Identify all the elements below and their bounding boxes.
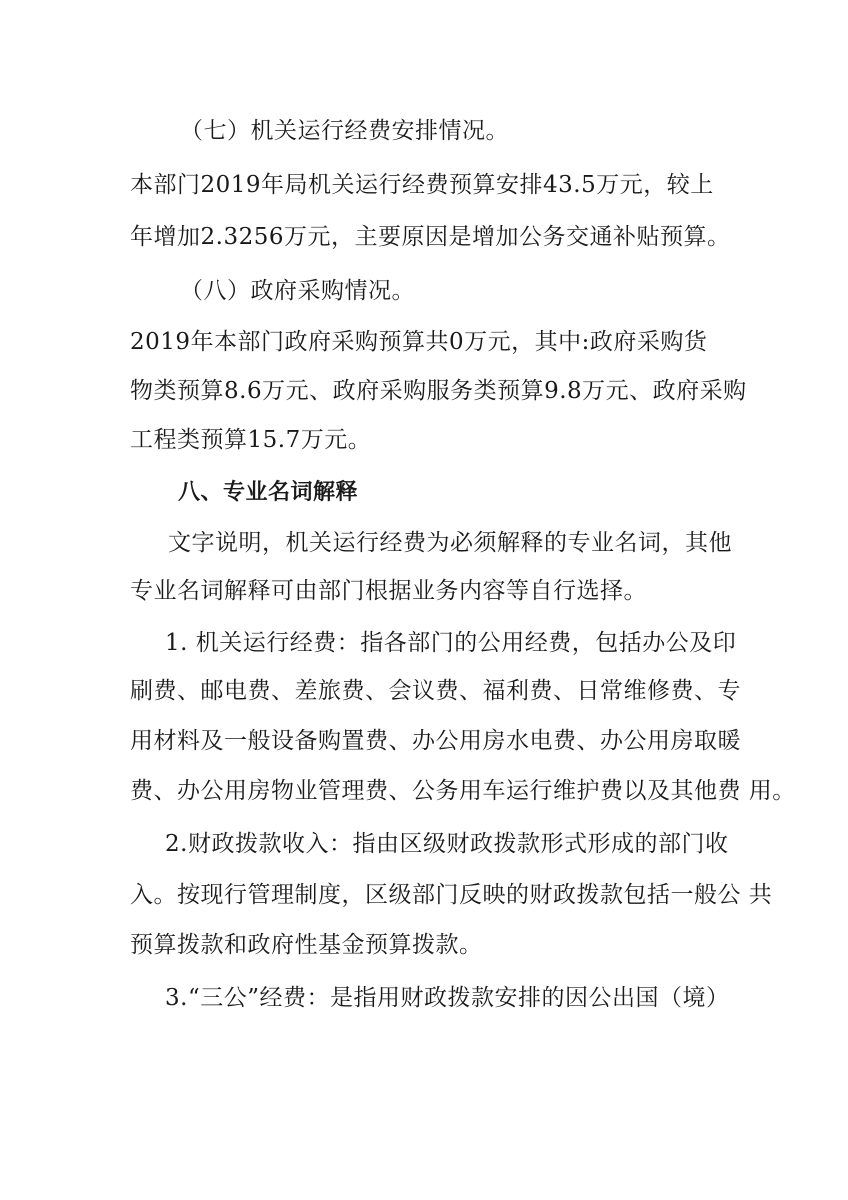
definition-line: 3.“三公”经费：是指用财政拨款安排的因公出国（境） <box>165 985 730 1011</box>
paragraph-line: 2019年本部门政府采购预算共0万元，其中:政府采购货 <box>130 329 708 355</box>
subsection-heading-7: （七）机关运行经费安排情况。 <box>180 118 509 144</box>
definition-line: 费、办公用房物业管理费、公务用车运行维护费以及其他费 用。 <box>130 778 796 804</box>
paragraph-line: 年增加2.3256万元，主要原因是增加公务交通补贴预算。 <box>130 224 731 250</box>
paragraph-line: 本部门2019年局机关运行经费预算安排43.5万元，较上 <box>130 172 714 198</box>
paragraph-line: 物类预算8.6万元、政府采购服务类预算9.8万元、政府采购 <box>130 378 747 404</box>
paragraph-line: 文字说明，机关运行经费为必须解释的专业名词，其他 <box>168 530 732 556</box>
definition-line: 用材料及一般设备购置费、办公用房水电费、办公用房取暖 <box>130 728 741 754</box>
definition-line: 2.财政拨款收入：指由区级财政拨款形式形成的部门收 <box>165 831 729 857</box>
paragraph-line: 工程类预算15.7万元。 <box>130 427 372 453</box>
definition-line: 入。按现行管理制度，区级部门反映的财政拨款包括一般公 共 <box>130 882 773 908</box>
definition-line: 1. 机关运行经费：指各部门的公用经费，包括办公及印 <box>165 630 737 656</box>
paragraph-line: 专业名词解释可由部门根据业务内容等自行选择。 <box>130 578 647 604</box>
subsection-heading-8: （八）政府采购情况。 <box>180 278 415 304</box>
section-heading: 八、专业名词解释 <box>178 480 359 505</box>
definition-line: 刷费、邮电费、差旅费、会议费、福利费、日常维修费、专 <box>130 678 741 704</box>
definition-line: 预算拨款和政府性基金预算拨款。 <box>130 932 483 958</box>
